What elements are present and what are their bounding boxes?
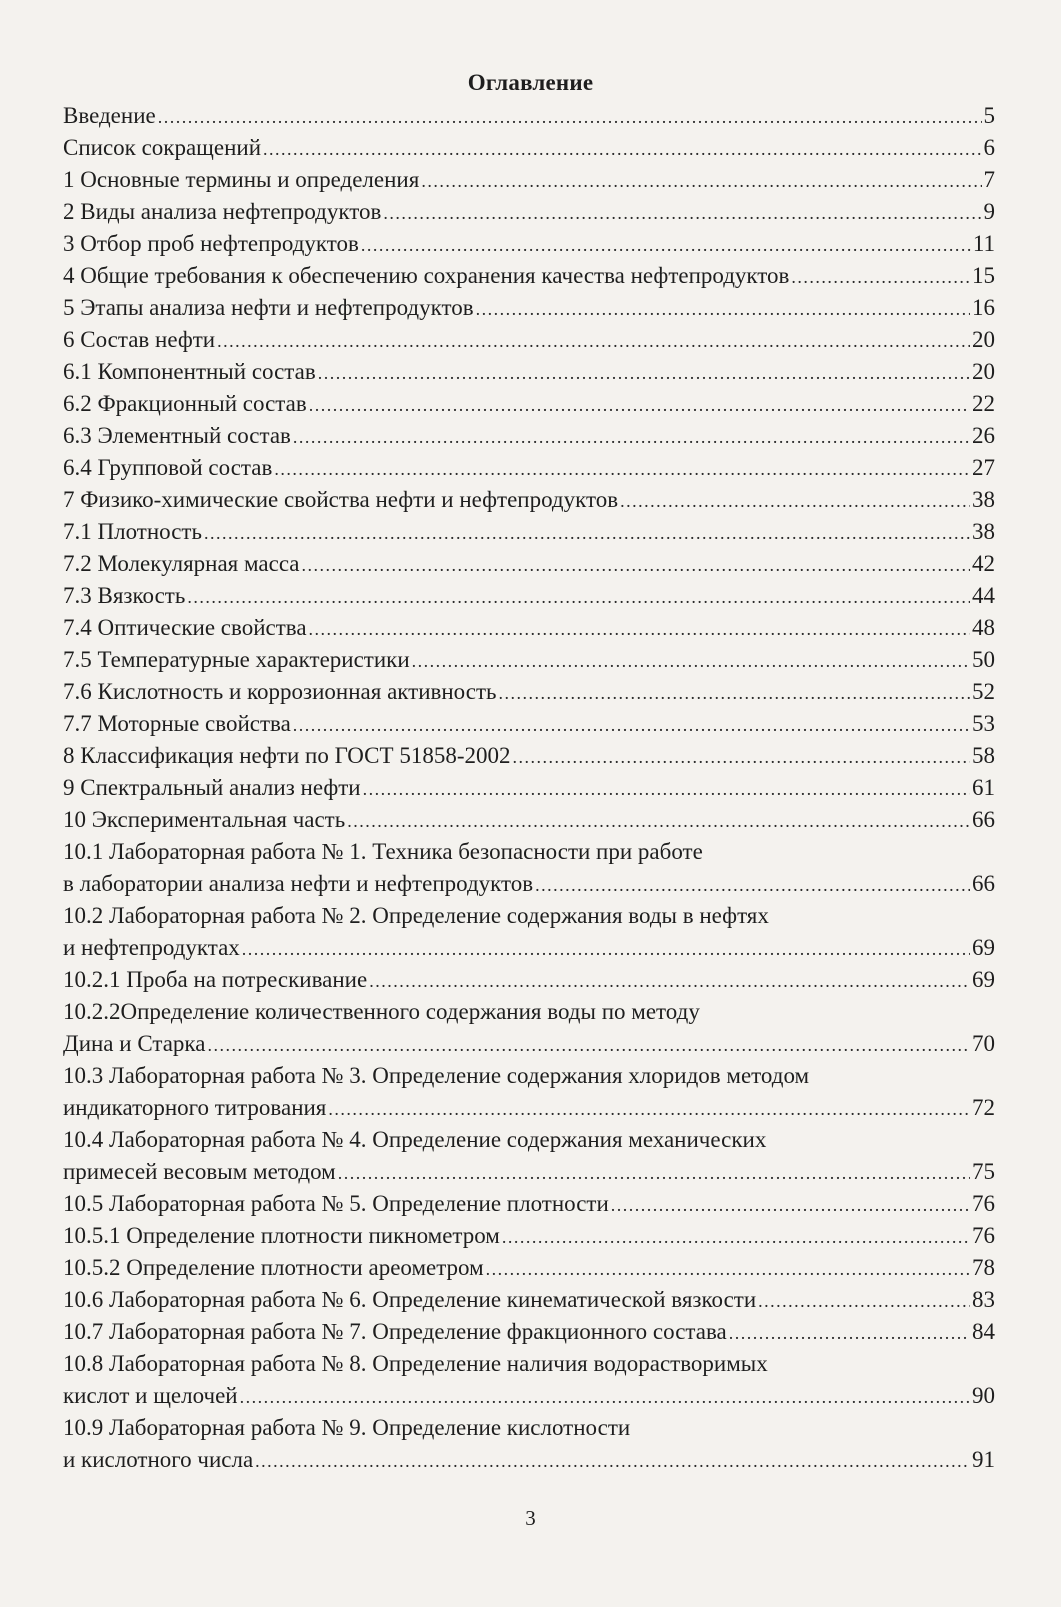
toc-entry	[63, 324, 995, 356]
toc-entry-title: 7.3 Вязкость	[63, 583, 186, 608]
toc-entry	[63, 484, 995, 516]
toc-entry-page: 6	[983, 135, 995, 160]
toc-entry-page: 66	[972, 807, 995, 832]
toc-entry	[63, 1444, 995, 1476]
dot-leader	[363, 773, 970, 805]
toc-entry	[63, 1316, 995, 1348]
toc-entry	[63, 388, 995, 420]
dot-leader	[187, 581, 970, 613]
toc-entry-page: 38	[972, 519, 995, 544]
toc-entry-page: 91	[972, 1447, 995, 1472]
toc-entry	[63, 1156, 995, 1188]
toc-entry-page: 15	[972, 263, 995, 288]
dot-leader	[158, 101, 982, 133]
dot-leader	[512, 741, 970, 773]
toc-entry	[63, 964, 995, 996]
toc-entry-title: 3 Отбор проб нефтепродуктов	[63, 231, 359, 256]
toc-entry-page: 11	[972, 231, 995, 256]
toc-entry	[63, 228, 995, 260]
toc-entry	[63, 740, 995, 772]
toc-entry-title: 10.2 Лабораторная работа № 2. Определение содержания воды в нефтях	[63, 903, 769, 928]
toc-entry-title: 7.6 Кислотность и коррозионная активность	[63, 679, 497, 704]
toc-entry-page: 69	[972, 935, 995, 960]
toc-entry-title: 10.9 Лабораторная работа № 9. Определение кислотности	[63, 1415, 631, 1440]
toc-entry	[63, 420, 995, 452]
dot-leader	[302, 549, 970, 581]
dot-leader	[309, 613, 970, 645]
toc-entry-title: индикаторного титрования	[63, 1095, 327, 1120]
dot-leader	[204, 517, 970, 549]
toc-entry-title: 9 Спектральный анализ нефти	[63, 775, 361, 800]
dot-leader	[240, 1381, 970, 1413]
toc-entry-title: Введение	[63, 103, 156, 128]
dot-leader	[412, 645, 970, 677]
toc-entry	[63, 1380, 995, 1412]
toc-entry-title: 4 Общие требования к обеспечению сохранения качества нефтепродуктов	[63, 263, 790, 288]
toc-entry	[63, 1412, 995, 1444]
toc-entry-title: 6 Состав нефти	[63, 327, 216, 352]
toc-entry	[63, 1284, 995, 1316]
toc-entry-page: 42	[972, 551, 995, 576]
toc-entry-title: Дина и Старка	[63, 1031, 206, 1056]
toc-entry	[63, 1188, 995, 1220]
toc-entry-title: 10.5 Лабораторная работа № 5. Определение плотности	[63, 1191, 609, 1216]
dot-leader	[318, 357, 970, 389]
toc-entry	[63, 1028, 995, 1060]
toc-entry	[63, 132, 995, 164]
toc-entry-page: 27	[972, 455, 995, 480]
toc-entry-title: примесей весовым методом	[63, 1159, 336, 1184]
dot-leader	[729, 1317, 970, 1349]
toc-entry-title: 10.5.2 Определение плотности ареометром	[63, 1255, 484, 1280]
toc-entry-page: 44	[972, 583, 995, 608]
toc-entry-page: 5	[983, 103, 995, 128]
toc-entry-title: 1 Основные термины и определения	[63, 167, 420, 192]
toc-entry-page: 20	[972, 359, 995, 384]
dot-leader	[499, 677, 970, 709]
toc-entry-title: 10.7 Лабораторная работа № 7. Определение фракционного состава	[63, 1319, 727, 1344]
toc-entry-page: 26	[972, 423, 995, 448]
toc-entry-page: 22	[972, 391, 995, 416]
toc-list	[63, 100, 995, 1476]
dot-leader	[255, 1445, 970, 1477]
dot-leader	[207, 1029, 970, 1061]
toc-entry-title: 10.5.1 Определение плотности пикнометром	[63, 1223, 500, 1248]
toc-entry-title: и нефтепродуктах	[63, 935, 240, 960]
toc-entry-title: 5 Этапы анализа нефти и нефтепродуктов	[63, 295, 474, 320]
toc-entry-page: 38	[972, 487, 995, 512]
toc-entry-page: 20	[972, 327, 995, 352]
dot-leader	[620, 485, 970, 517]
toc-entry-page: 16	[972, 295, 995, 320]
toc-entry	[63, 708, 995, 740]
toc-entry-page: 84	[972, 1319, 995, 1344]
page-number: 3	[525, 1506, 536, 1530]
toc-entry	[63, 356, 995, 388]
toc-entry-page: 58	[972, 743, 995, 768]
toc-entry-title: кислот и щелочей	[63, 1383, 238, 1408]
toc-entry-page: 53	[972, 711, 995, 736]
toc-entry	[63, 196, 995, 228]
toc-entry-page: 76	[972, 1223, 995, 1248]
toc-entry	[63, 676, 995, 708]
dot-leader	[293, 421, 970, 453]
toc-entry	[63, 1124, 995, 1156]
dot-leader	[274, 453, 970, 485]
dot-leader	[242, 933, 970, 965]
toc-entry-title: 7.1 Плотность	[63, 519, 202, 544]
toc-entry-page: 48	[972, 615, 995, 640]
toc-entry-title: 10.1 Лабораторная работа № 1. Техника безопасности при работе	[63, 839, 703, 864]
toc-entry-title: 10.2.2Определение количественного содержания воды по методу	[63, 999, 700, 1024]
toc-entry-page: 52	[972, 679, 995, 704]
toc-entry-page: 75	[972, 1159, 995, 1184]
toc-entry	[63, 868, 995, 900]
toc-heading: Оглавление	[467, 70, 594, 95]
toc-entry-title: 10.3 Лабораторная работа № 3. Определение содержания хлоридов методом	[63, 1063, 810, 1088]
dot-leader	[263, 133, 981, 165]
toc-entry	[63, 580, 995, 612]
toc-entry-title: 7.2 Молекулярная масса	[63, 551, 300, 576]
toc-entry-title: 6.3 Элементный состав	[63, 423, 291, 448]
dot-leader	[476, 293, 970, 325]
toc-entry-page: 83	[972, 1287, 995, 1312]
dot-leader	[328, 1093, 970, 1125]
toc-entry-page: 50	[972, 647, 995, 672]
toc-entry	[63, 836, 995, 868]
toc-entry-title: в лаборатории анализа нефти и нефтепродуктов	[63, 871, 534, 896]
toc-entry-page: 66	[972, 871, 995, 896]
dot-leader	[217, 325, 970, 357]
toc-entry-page: 78	[972, 1255, 995, 1280]
toc-entry	[63, 804, 995, 836]
dot-leader	[309, 389, 970, 421]
dot-leader	[486, 1253, 970, 1285]
toc-entry	[63, 772, 995, 804]
toc-entry-title: и кислотного числа	[63, 1447, 254, 1472]
toc-entry	[63, 516, 995, 548]
dot-leader	[611, 1189, 970, 1221]
dot-leader	[347, 805, 970, 837]
toc-entry-page: 76	[972, 1191, 995, 1216]
toc-entry-page: 70	[972, 1031, 995, 1056]
toc-entry	[63, 932, 995, 964]
toc-entry	[63, 644, 995, 676]
dot-leader	[758, 1285, 970, 1317]
toc-entry	[63, 996, 995, 1028]
toc-entry-title: 10.8 Лабораторная работа № 8. Определение наличия водорастворимых	[63, 1351, 768, 1376]
toc-entry-title: 10.2.1 Проба на потрескивание	[63, 967, 368, 992]
toc-entry-title: 7 Физико-химические свойства нефти и нефтепродуктов	[63, 487, 619, 512]
toc-entry-title: 7.4 Оптические свойства	[63, 615, 307, 640]
toc-entry	[63, 548, 995, 580]
toc-entry-page: 9	[983, 199, 995, 224]
toc-entry-page: 61	[972, 775, 995, 800]
toc-entry-title: 6.1 Компонентный состав	[63, 359, 316, 384]
dot-leader	[338, 1157, 970, 1189]
toc-entry	[63, 612, 995, 644]
toc-entry	[63, 1348, 995, 1380]
dot-leader	[535, 869, 970, 901]
toc-entry	[63, 1060, 995, 1092]
dot-leader	[293, 709, 970, 741]
toc-entry-page: 69	[972, 967, 995, 992]
toc-entry-title: Список сокращений	[63, 135, 262, 160]
toc-entry-title: 7.5 Температурные характеристики	[63, 647, 410, 672]
toc-entry	[63, 292, 995, 324]
dot-leader	[361, 229, 971, 261]
toc-entry	[63, 164, 995, 196]
toc-entry	[63, 1220, 995, 1252]
toc-entry	[63, 452, 995, 484]
toc-entry-title: 6.4 Групповой состав	[63, 455, 273, 480]
toc-entry	[63, 260, 995, 292]
toc-entry	[63, 100, 995, 132]
toc-entry-title: 2 Виды анализа нефтепродуктов	[63, 199, 382, 224]
dot-leader	[383, 197, 981, 229]
toc-entry-title: 10 Экспериментальная часть	[63, 807, 346, 832]
dot-leader	[502, 1221, 970, 1253]
toc-entry-page: 72	[972, 1095, 995, 1120]
toc-entry-title: 7.7 Моторные свойства	[63, 711, 291, 736]
toc-entry	[63, 900, 995, 932]
dot-leader	[369, 965, 970, 997]
toc-entry-page: 90	[972, 1383, 995, 1408]
dot-leader	[791, 261, 970, 293]
toc-entry-title: 10.6 Лабораторная работа № 6. Определение кинематической вязкости	[63, 1287, 757, 1312]
toc-entry-title: 6.2 Фракционный состав	[63, 391, 307, 416]
toc-entry-title: 10.4 Лабораторная работа № 4. Определение содержания механических	[63, 1127, 767, 1152]
toc-entry	[63, 1092, 995, 1124]
dot-leader	[421, 165, 981, 197]
toc-entry	[63, 1252, 995, 1284]
toc-entry-page: 7	[983, 167, 995, 192]
toc-entry-title: 8 Классификация нефти по ГОСТ 51858-2002	[63, 743, 511, 768]
